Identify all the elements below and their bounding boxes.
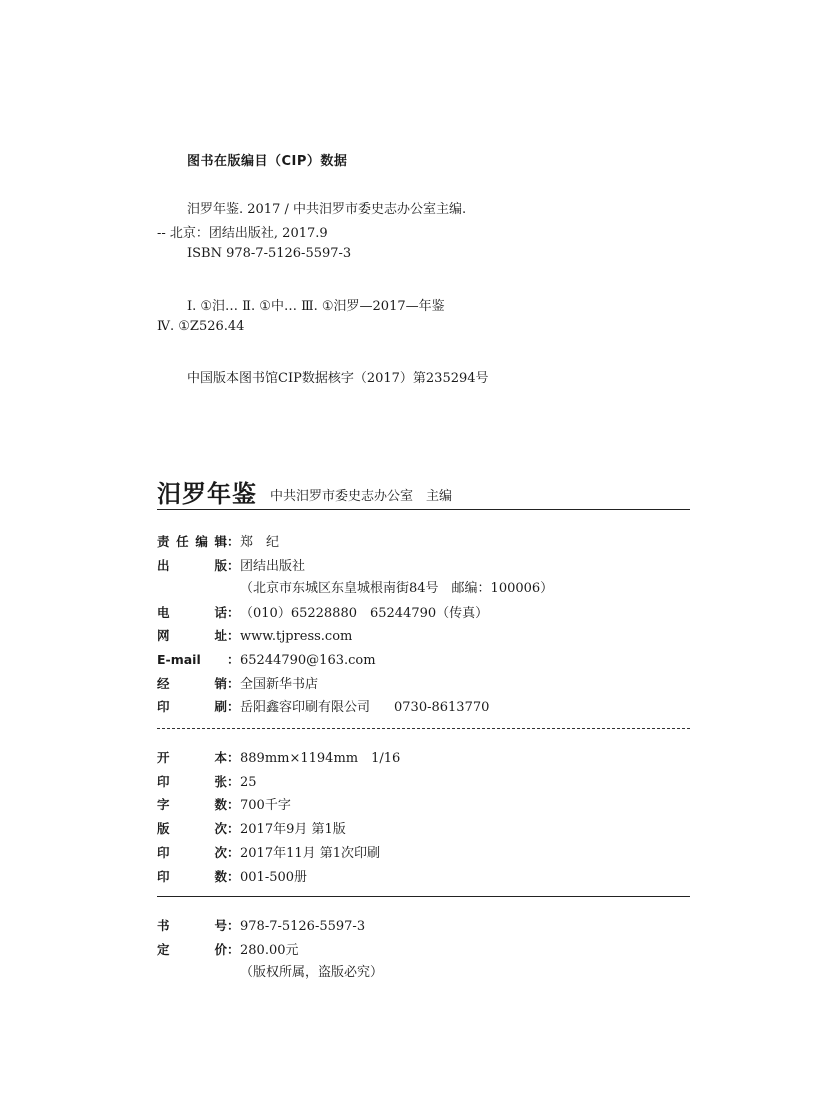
publishing-value: 团结出版社 (240, 558, 306, 574)
spec-row (157, 795, 291, 815)
publishing-value: 郑 纪 (240, 535, 280, 550)
label-char: 定 (157, 941, 170, 957)
book-title: 汨罗年鉴 (157, 479, 257, 508)
label-char: 本 (214, 750, 227, 765)
label-separator: ： (227, 628, 240, 644)
label-separator: ： (227, 652, 240, 667)
publishing-value: （010）65228880 65244790（传真） (240, 605, 489, 621)
label-char: 辑 (214, 534, 227, 549)
label-char: 字 (157, 797, 170, 813)
label-char: 印 (157, 868, 170, 884)
label-char: 址 (214, 628, 227, 644)
label-separator: ： (227, 868, 240, 884)
label-char: 话 (214, 604, 227, 620)
cip-isbn-line: ISBN 978-7-5126-5597-3 (187, 246, 352, 261)
pricing-row (157, 940, 299, 960)
label-separator: ： (227, 750, 240, 765)
spec-value: 25 (240, 774, 257, 790)
publishing-row (157, 674, 318, 694)
pricing-value: 280.00元 (240, 942, 299, 958)
label-separator: ： (227, 773, 240, 789)
cip-publisher-line: -- 北京：团结出版社, 2017.9 (157, 226, 328, 241)
label-char: 责 (157, 534, 170, 549)
label-char: 版 (214, 557, 227, 573)
label-separator: ： (227, 699, 240, 715)
publishing-label (157, 674, 227, 694)
pricing-row (157, 916, 365, 936)
label-char: E-mail (157, 652, 201, 667)
label-separator: ： (227, 534, 240, 549)
cip-classification-line: Ⅰ. ①汨… Ⅱ. ①中… Ⅲ. ①汨罗—2017—年鉴 (187, 299, 445, 314)
label-char: 刷 (214, 699, 227, 715)
spec-label (157, 867, 227, 887)
label-char: 编 (195, 534, 208, 549)
publishing-value: 岳阳鑫容印刷有限公司 (240, 700, 371, 716)
label-char: 印 (157, 844, 170, 860)
spec-label (157, 819, 227, 839)
specs-rule (157, 896, 690, 897)
publishing-row (157, 603, 488, 623)
label-separator: ： (227, 797, 240, 813)
spec-label (157, 843, 227, 863)
spec-row (157, 748, 400, 768)
publishing-label (157, 532, 227, 552)
publishing-row (157, 650, 376, 670)
pricing-value: 978-7-5126-5597-3 (240, 919, 366, 934)
label-separator: ： (227, 821, 240, 837)
pricing-label (157, 916, 227, 936)
spec-row (157, 819, 346, 839)
label-char: 次 (214, 844, 227, 860)
publishing-row (157, 532, 279, 552)
label-char: 经 (157, 675, 170, 691)
publishing-row (157, 626, 352, 646)
spec-value: 2017年9月 第1版 (240, 822, 346, 838)
pricing-row (157, 963, 383, 983)
publishing-label (157, 626, 227, 646)
spec-value: 001-500册 (240, 869, 308, 885)
label-separator: ： (227, 918, 240, 933)
spec-label (157, 772, 227, 792)
label-char: 书 (157, 918, 170, 933)
label-separator: ： (227, 675, 240, 691)
label-separator: ： (227, 557, 240, 573)
label-char: 数 (214, 868, 227, 884)
pricing-value: （版权所属，盗版必究） (240, 965, 384, 980)
spec-row (157, 867, 307, 887)
publishing-row (157, 579, 553, 599)
label-char: 号 (214, 918, 227, 933)
label-char: 次 (214, 821, 227, 837)
publishing-value: 全国新华书店 (240, 676, 319, 692)
label-char: 张 (214, 773, 227, 789)
cip-title-line: 汨罗年鉴. 2017 / 中共汨罗市委史志办公室主编. (187, 202, 467, 217)
pricing-label (157, 940, 227, 960)
spec-value: 700千字 (240, 798, 291, 814)
label-char: 任 (176, 534, 189, 549)
label-char: 印 (157, 773, 170, 789)
cip-record-number: 中国版本图书馆CIP数据核字（2017）第235294号 (187, 371, 489, 386)
label-separator: ： (227, 604, 240, 620)
label-char: 出 (157, 557, 170, 573)
spec-row (157, 843, 380, 863)
label-char: 网 (157, 628, 170, 644)
label-separator: ： (227, 844, 240, 860)
spec-value: 2017年11月 第1次印刷 (240, 845, 381, 861)
book-editor: 中共汨罗市委史志办公室 主编 (270, 489, 453, 504)
publishing-row (157, 556, 305, 576)
title-rule (157, 509, 690, 510)
publishing-value: （北京市东城区东皇城根南街84号 邮编：100006） (240, 581, 554, 597)
label-char: 销 (214, 675, 227, 691)
cip-classification-code: Ⅳ. ①Z526.44 (157, 319, 245, 334)
label-char: 价 (214, 941, 227, 957)
dashed-divider (157, 728, 690, 729)
label-char: 印 (157, 699, 170, 715)
publishing-phone: 0730-8613770 (394, 700, 490, 716)
label-char: 电 (157, 604, 170, 620)
label-char: 开 (157, 750, 170, 765)
publishing-label (157, 697, 227, 717)
publishing-value: www.tjpress.com (240, 629, 353, 645)
spec-label (157, 748, 227, 768)
publishing-row (157, 697, 489, 717)
spec-label (157, 795, 227, 815)
cip-heading: 图书在版编目（CIP）数据 (187, 154, 348, 169)
label-char: 版 (157, 821, 170, 837)
publishing-label (157, 650, 227, 670)
spec-value: 889mm×1194mm 1/16 (240, 751, 401, 766)
label-separator: ： (227, 941, 240, 957)
label-char: 数 (214, 797, 227, 813)
publishing-label (157, 603, 227, 623)
publishing-label (157, 556, 227, 576)
spec-row (157, 772, 257, 792)
publishing-value: 65244790@163.com (240, 653, 376, 668)
